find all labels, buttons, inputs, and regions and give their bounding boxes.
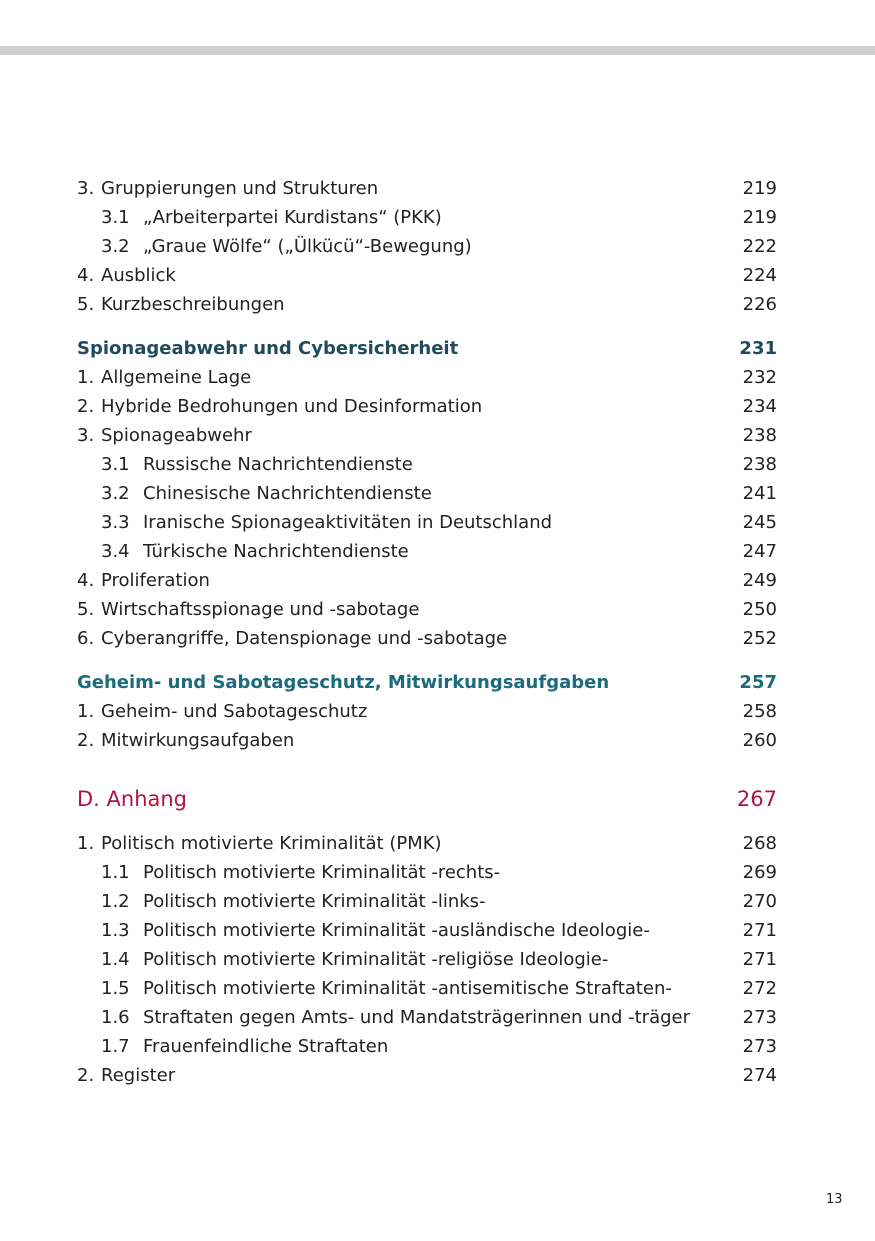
toc-entry[interactable]: [77, 174, 777, 203]
toc-entry[interactable]: [77, 829, 777, 858]
entry-title: „Arbeiterpartei Kurdistans“ (PKK): [143, 207, 442, 228]
entry-number: 3.2: [101, 483, 130, 504]
toc-subentry[interactable]: [77, 508, 777, 537]
entry-page: 260: [742, 730, 777, 751]
entry-page: 226: [742, 294, 777, 315]
entry-page: 273: [742, 1036, 777, 1057]
toc-entry[interactable]: [77, 697, 777, 726]
entry-number: 2.: [77, 730, 95, 751]
toc-entry[interactable]: [77, 392, 777, 421]
entry-number: 1.3: [101, 920, 130, 941]
entry-number: 5.: [77, 294, 95, 315]
entry-page: 219: [742, 207, 777, 228]
entry-title: Russische Nachrichtendienste: [143, 454, 413, 475]
toc-subentry[interactable]: [77, 945, 777, 974]
entry-title: Politisch motivierte Kriminalität -religiöse Ideologie-: [143, 949, 609, 970]
entry-title: Proliferation: [101, 570, 210, 591]
entry-title: Allgemeine Lage: [101, 367, 252, 388]
entry-number: 1.6: [101, 1007, 130, 1028]
entry-number: 1.: [77, 833, 95, 854]
toc-subentry[interactable]: [77, 479, 777, 508]
section-heading-geheimschutz[interactable]: [77, 668, 777, 697]
entry-number: 3.: [77, 425, 95, 446]
table-of-contents: [77, 174, 777, 1090]
entry-number: 1.: [77, 367, 95, 388]
entry-page: 219: [742, 178, 777, 199]
entry-page: 238: [742, 425, 777, 446]
entry-page: 273: [742, 1007, 777, 1028]
entry-number: 2.: [77, 1065, 95, 1086]
entry-page: 232: [742, 367, 777, 388]
entry-title: Straftaten gegen Amts- und Mandatsträgerinnen und -träger: [143, 1007, 690, 1028]
entry-page: 222: [742, 236, 777, 257]
entry-title: Politisch motivierte Kriminalität -ausländische Ideologie-: [143, 920, 650, 941]
entry-page: 268: [742, 833, 777, 854]
toc-subentry[interactable]: [77, 1032, 777, 1061]
toc-subentry[interactable]: [77, 887, 777, 916]
top-bar: [0, 46, 875, 55]
toc-entry[interactable]: [77, 1061, 777, 1090]
entry-page: 249: [742, 570, 777, 591]
entry-page: 274: [742, 1065, 777, 1086]
entry-number: 5.: [77, 599, 95, 620]
section-title: Spionageabwehr und Cybersicherheit: [77, 338, 459, 359]
entry-number: 1.5: [101, 978, 130, 999]
entry-title: „Graue Wölfe“ („Ülkücü“-Bewegung): [143, 236, 472, 257]
toc-entry[interactable]: [77, 363, 777, 392]
entry-title: Iranische Spionageaktivitäten in Deutschland: [143, 512, 553, 533]
toc-entry[interactable]: [77, 726, 777, 755]
toc-entry[interactable]: [77, 566, 777, 595]
toc-subentry[interactable]: [77, 916, 777, 945]
toc-subentry[interactable]: [77, 203, 777, 232]
entry-title: Frauenfeindliche Straftaten: [143, 1036, 389, 1057]
entry-page: 234: [742, 396, 777, 417]
entry-page: 270: [742, 891, 777, 912]
page-number: 13: [826, 1192, 843, 1207]
entry-title: Geheim- und Sabotageschutz: [101, 701, 368, 722]
entry-title: Spionageabwehr: [101, 425, 252, 446]
section-heading-spionage[interactable]: [77, 334, 777, 363]
chapter-title: D. Anhang: [77, 787, 188, 811]
toc-entry[interactable]: [77, 624, 777, 653]
entry-page: 250: [742, 599, 777, 620]
entry-number: 6.: [77, 628, 95, 649]
toc-entry[interactable]: [77, 261, 777, 290]
entry-number: 3.1: [101, 207, 130, 228]
section-title: Geheim- und Sabotageschutz, Mitwirkungsaufgaben: [77, 672, 610, 693]
entry-page: 252: [742, 628, 777, 649]
entry-title: Cyberangriffe, Datenspionage und -sabotage: [101, 628, 508, 649]
entry-page: 238: [742, 454, 777, 475]
entry-number: 1.4: [101, 949, 130, 970]
toc-subentry[interactable]: [77, 858, 777, 887]
entry-page: 247: [742, 541, 777, 562]
entry-number: 3.3: [101, 512, 130, 533]
entry-title: Ausblick: [101, 265, 176, 286]
toc-entry[interactable]: [77, 290, 777, 319]
entry-number: 3.4: [101, 541, 130, 562]
toc-subentry[interactable]: [77, 974, 777, 1003]
entry-page: 224: [742, 265, 777, 286]
entry-page: 271: [742, 949, 777, 970]
entry-title: Wirtschaftsspionage und -sabotage: [101, 599, 420, 620]
entry-number: 1.7: [101, 1036, 130, 1057]
entry-number: 1.1: [101, 862, 130, 883]
entry-number: 4.: [77, 265, 95, 286]
entry-title: Politisch motivierte Kriminalität -rechts-: [143, 862, 501, 883]
entry-title: Politisch motivierte Kriminalität -links-: [143, 891, 486, 912]
entry-title: Gruppierungen und Strukturen: [101, 178, 379, 199]
toc-subentry[interactable]: [77, 232, 777, 261]
entry-title: Politisch motivierte Kriminalität (PMK): [101, 833, 442, 854]
entry-page: 241: [742, 483, 777, 504]
entry-page: 258: [742, 701, 777, 722]
entry-title: Politisch motivierte Kriminalität -antisemitische Straftaten-: [143, 978, 672, 999]
entry-title: Register: [101, 1065, 176, 1086]
entry-title: Mitwirkungsaufgaben: [101, 730, 295, 751]
toc-subentry[interactable]: [77, 450, 777, 479]
toc-entry[interactable]: [77, 595, 777, 624]
entry-page: 269: [742, 862, 777, 883]
entry-title: Kurzbeschreibungen: [101, 294, 285, 315]
chapter-page: 267: [736, 787, 777, 811]
entry-number: 4.: [77, 570, 95, 591]
entry-number: 3.: [77, 178, 95, 199]
entry-title: Chinesische Nachrichtendienste: [143, 483, 432, 504]
entry-page: 271: [742, 920, 777, 941]
entry-number: 3.2: [101, 236, 130, 257]
section-page: 257: [739, 672, 777, 693]
section-page: 231: [739, 338, 777, 359]
entry-title: Türkische Nachrichtendienste: [143, 541, 409, 562]
toc-subentry[interactable]: [77, 1003, 777, 1032]
entry-page: 245: [742, 512, 777, 533]
chapter-heading-anhang[interactable]: [77, 785, 777, 814]
entry-number: 2.: [77, 396, 95, 417]
toc-subentry[interactable]: [77, 537, 777, 566]
entry-number: 3.1: [101, 454, 130, 475]
entry-number: 1.2: [101, 891, 130, 912]
toc-entry[interactable]: [77, 421, 777, 450]
entry-title: Hybride Bedrohungen und Desinformation: [101, 396, 483, 417]
top-entry-list: [77, 174, 777, 319]
entry-page: 272: [742, 978, 777, 999]
entry-number: 1.: [77, 701, 95, 722]
